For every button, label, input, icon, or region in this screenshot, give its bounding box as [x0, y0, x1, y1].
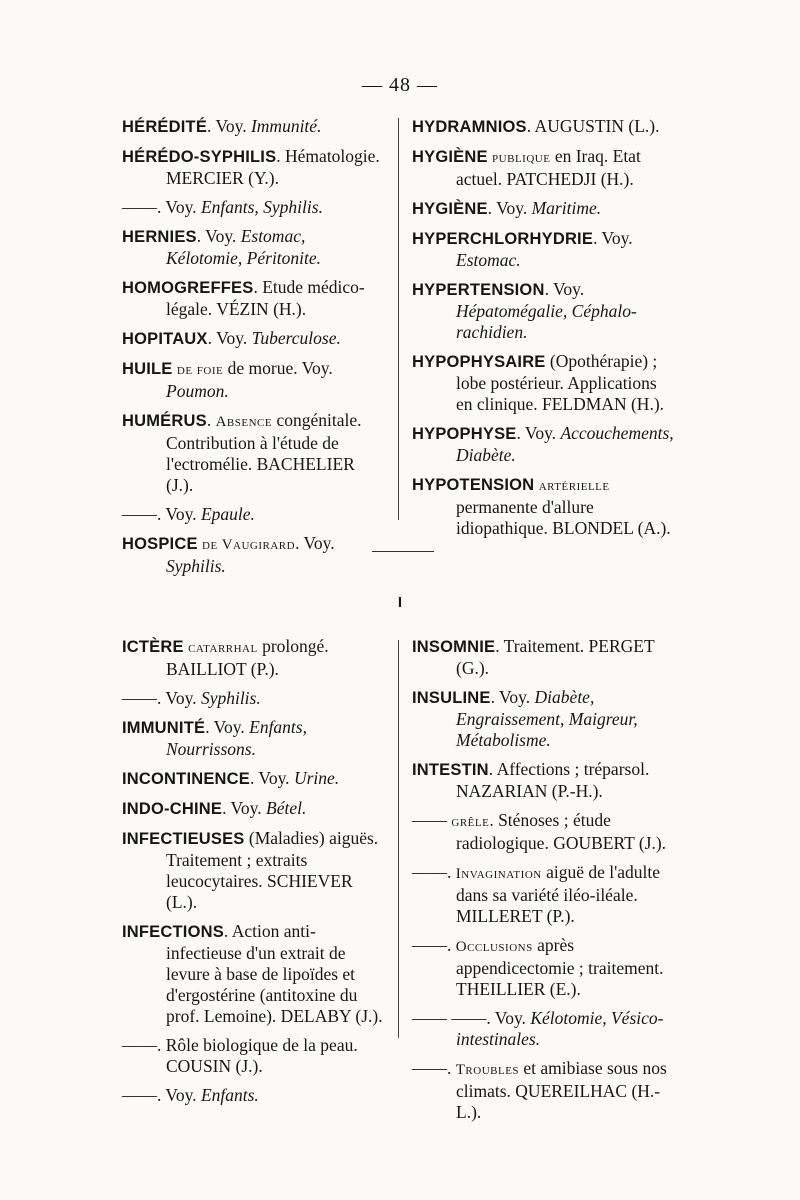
entry-qualifier: Absence [215, 414, 273, 430]
entry-text: (Maladies) aiguës. Traitement ; extraits leucocytaires. SCHIEVER (L.). [166, 828, 379, 912]
index-entry [122, 688, 384, 709]
entry-qualifier: grêle [451, 814, 490, 830]
index-entry [412, 862, 677, 927]
entry-reference: Syphilis. [200, 688, 261, 708]
entry-reference: Diabète, Engraissement, Maigreur, Métabolisme. [456, 687, 638, 750]
entry-heading: HYPOPHYSE [412, 425, 517, 443]
entry-qualifier: de Vaugirard [202, 537, 296, 553]
entry-text: . Voy. [196, 226, 241, 246]
index-entry [122, 410, 384, 496]
entry-text: ——. [412, 862, 456, 882]
entry-qualifier: artérielle [538, 478, 610, 494]
index-entry [122, 197, 384, 218]
index-entry [122, 1085, 384, 1106]
entry-reference: Estomac, Kélotomie, Péritonite. [166, 226, 322, 268]
entry-text: aiguë de l'adulte dans sa variété iléo-iléale. MILLERET (P.). [456, 862, 661, 926]
section-letter: I [397, 594, 403, 611]
entry-qualifier: Invagination [455, 866, 542, 882]
bottom-column-divider [398, 640, 399, 1038]
entry-heading: INSULINE [412, 689, 491, 707]
bottom-left-column [122, 636, 384, 1114]
entry-text: après appendicectomie ; traitement. THEILLIER (E.). [456, 935, 664, 999]
index-entry [412, 146, 677, 190]
index-entry [122, 504, 384, 525]
top-right-column [412, 116, 677, 547]
page-number: — 48 — [362, 74, 438, 96]
entry-heading: ICTÈRE [122, 638, 184, 656]
entry-text: . Sténoses ; étude radiologique. GOUBERT (J.). [456, 810, 667, 853]
entry-text: . Voy. [205, 717, 250, 737]
index-entry [122, 798, 384, 820]
index-entry [122, 1035, 384, 1077]
index-entry [412, 474, 677, 539]
index-entry [122, 277, 384, 320]
entry-heading: HYPOPHYSAIRE [412, 353, 546, 371]
index-entry [122, 116, 384, 138]
index-entry [122, 146, 384, 189]
entry-text: de morue. Voy. [223, 358, 333, 378]
entry-qualifier: de foie [176, 362, 224, 378]
entry-reference: Bétel. [266, 798, 307, 818]
entry-heading: HYPOTENSION [412, 476, 535, 494]
entry-text: ——. Voy. [122, 1085, 201, 1105]
index-entry [412, 1058, 677, 1123]
entry-text: ——. Voy. [122, 197, 201, 217]
entry-reference: Hépatomégalie, Céphalo-rachidien. [456, 301, 637, 342]
entry-text: ——. [412, 1058, 456, 1078]
entry-text: . Affections ; tréparsol. NAZARIAN (P.-H.). [456, 759, 650, 801]
bottom-right-column [412, 636, 677, 1131]
entry-heading: INFECTIEUSES [122, 830, 245, 848]
index-entry [122, 717, 384, 760]
entry-qualifier: Occlusions [455, 939, 533, 955]
entry-reference: Syphilis. [166, 556, 226, 576]
entry-text: . Action anti-infectieuse d'un extrait de levure à base de lipoïdes et d'ergostérine (antitoxine du prof. Lemoine). DELABY (J.). [166, 921, 383, 1026]
index-entry [412, 810, 677, 854]
entry-text: . Voy. [593, 228, 633, 248]
entry-qualifier: publique [492, 150, 551, 166]
entry-heading: HOSPICE [122, 535, 198, 553]
entry-reference: Epaule. [200, 504, 255, 524]
entry-reference: Tuberculose. [251, 328, 341, 348]
entry-text: . Voy. [487, 198, 532, 218]
index-entry [122, 226, 384, 269]
entry-reference: Maritime. [531, 198, 602, 218]
entry-text: . Etude médico-légale. VÉZIN (H.). [166, 277, 365, 319]
entry-text: . Voy. [516, 423, 561, 443]
entry-heading: HYGIÈNE [412, 200, 488, 218]
entry-heading: HYGIÈNE [412, 148, 488, 166]
entry-heading: INTESTIN [412, 761, 489, 779]
entry-text: —— ——. Voy. [412, 1008, 531, 1028]
entry-text: congénitale. Contribution à l'étude de l'ectromélie. BACHELIER (J.). [166, 410, 362, 495]
top-left-column [122, 116, 384, 585]
index-entry [412, 1008, 677, 1050]
entry-text: . Voy. [544, 279, 585, 299]
entry-heading: HUMÉRUS [122, 412, 207, 430]
entry-heading: INDO-CHINE [122, 800, 223, 818]
index-entry [122, 533, 384, 577]
index-entry [122, 828, 384, 913]
index-entry [122, 358, 384, 402]
index-entry [122, 921, 384, 1027]
index-entry [412, 279, 677, 343]
entry-heading: HOMOGREFFES [122, 279, 254, 297]
section-separator [372, 551, 434, 552]
entry-heading: IMMUNITÉ [122, 719, 206, 737]
entry-text: . Voy. [250, 768, 294, 788]
entry-heading: HERNIES [122, 228, 197, 246]
index-entry [122, 328, 384, 350]
entry-qualifier: Troubles [455, 1062, 520, 1078]
entry-reference: Enfants, Nourrissons. [166, 717, 307, 759]
entry-reference: Immunité. [250, 116, 322, 136]
entry-text: . AUGUSTIN (L.). [526, 116, 660, 136]
index-entry [412, 228, 677, 271]
entry-text: ——. Voy. [122, 688, 201, 708]
entry-heading: HOPITAUX [122, 330, 208, 348]
entry-heading: HYPERTENSION [412, 281, 545, 299]
entry-text: (Opothérapie) ; lobe postérieur. Applications en clinique. FELDMAN (H.). [456, 351, 665, 414]
index-entry [412, 423, 677, 466]
entry-reference: Poumon. [166, 381, 229, 401]
entry-text: en Iraq. Etat actuel. PATCHEDJI (H.). [456, 146, 641, 189]
entry-reference: Accouchements, Diabète. [456, 423, 674, 465]
index-entry [412, 759, 677, 802]
entry-text: . Hématologie. MERCIER (Y.). [166, 146, 380, 188]
entry-reference: Kélotomie, Vésico-intestinales. [456, 1008, 664, 1049]
entry-reference: Estomac. [456, 250, 521, 270]
entry-text: . Voy. [207, 116, 251, 136]
entry-reference: Enfants, Syphilis. [200, 197, 323, 217]
index-entry [122, 768, 384, 790]
entry-heading: INFECTIONS [122, 923, 224, 941]
entry-text: —— [412, 810, 452, 830]
entry-heading: HÉRÉDO-SYPHILIS [122, 148, 277, 166]
top-column-divider [398, 118, 399, 520]
entry-heading: HYDRAMNIOS [412, 118, 527, 136]
index-entry [412, 935, 677, 1000]
entry-heading: INCONTINENCE [122, 770, 250, 788]
entry-heading: HÉRÉDITÉ [122, 118, 208, 136]
entry-reference: Urine. [293, 768, 340, 788]
index-entry [412, 687, 677, 751]
entry-heading: HYPERCHLORHYDRIE [412, 230, 594, 248]
index-entry [122, 636, 384, 680]
entry-heading: HUILE [122, 360, 173, 378]
entry-text: . Voy. [207, 328, 252, 348]
entry-text: . Voy. [222, 798, 267, 818]
index-entry [412, 351, 677, 415]
entry-heading: INSOMNIE [412, 638, 496, 656]
entry-text: . Traitement. PERGET (G.). [456, 636, 655, 678]
index-entry [412, 636, 677, 679]
index-entry [412, 198, 677, 220]
entry-text: . Voy. [295, 533, 335, 553]
entry-text: ——. Rôle biologique de la peau. COUSIN (J.). [122, 1035, 358, 1076]
entry-qualifier: catarrhal [188, 640, 258, 656]
entry-reference: Enfants. [200, 1085, 259, 1105]
entry-text: et amibiase sous nos climats. QUEREILHAC (H.-L.). [456, 1058, 667, 1122]
entry-text: . Voy. [490, 687, 535, 707]
entry-text: . [206, 410, 216, 430]
entry-text: prolongé. BAILLIOT (P.). [166, 636, 329, 679]
entry-text: ——. Voy. [122, 504, 201, 524]
index-entry [412, 116, 677, 138]
entry-text: permanente d'allure idiopathique. BLONDEL (A.). [456, 497, 671, 538]
entry-text: ——. [412, 935, 456, 955]
